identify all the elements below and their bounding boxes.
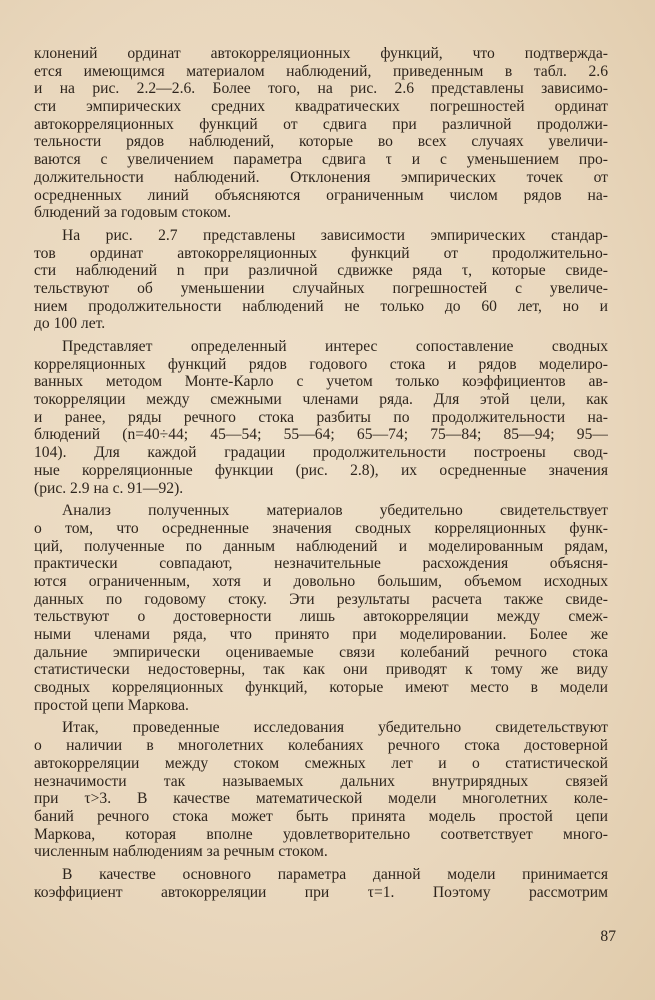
text-line: блюдений (n=40÷44; 45—54; 55—64; 65—74; 75—84; 85—94; 95— bbox=[34, 426, 608, 444]
text-line: ваются с увеличением параметра сдвига τ и с уменьшением про- bbox=[34, 151, 608, 169]
text-line: ные корреляционные функции (рис. 2.8), их осредненные значения bbox=[34, 461, 608, 479]
text-line: и на рис. 2.2—2.6. Более того, на рис. 2.6 представлены зависимо- bbox=[34, 80, 608, 98]
text-line: В качестве основного параметра данной модели принимается bbox=[62, 865, 608, 883]
text-line: клонений ординат автокорреляционных функций, что подтвержда- bbox=[34, 45, 608, 62]
text-line: до 100 лет. bbox=[34, 315, 106, 333]
text-line: баний речного стока может быть принята модель простой цепи bbox=[34, 807, 608, 825]
text-line: статистически недостоверны, так как они приводят к тому же виду bbox=[34, 661, 608, 679]
text-line: На рис. 2.7 представлены зависимости эмпирических стандар- bbox=[62, 226, 608, 244]
paragraph bbox=[34, 719, 608, 861]
text-line: данных по годовому стоку. Эти результаты расчета также свиде- bbox=[34, 590, 608, 608]
text-line: простой цепи Маркова. bbox=[34, 696, 189, 714]
text-line: о наличии в многолетних колебаниях речного стока достоверной bbox=[34, 737, 608, 755]
text-line: сти наблюдений n при различной сдвижке ряда τ, которые свиде- bbox=[34, 262, 608, 280]
text-line: Маркова, которая вполне удовлетворительно соответствует много- bbox=[34, 825, 608, 843]
text-line: ются ограниченным, хотя и довольно большим, объемом исходных bbox=[34, 572, 608, 590]
text-line: тельности рядов наблюдений, которые во всех случаях увеличи- bbox=[34, 133, 608, 151]
text-line: и ранее, ряды речного стока разбиты по продолжительности на- bbox=[34, 408, 608, 426]
text-line: Анализ полученных материалов убедительно свидетельствует bbox=[62, 502, 608, 520]
text-line: ций, полученные по данным наблюдений и моделированным рядам, bbox=[34, 537, 608, 555]
text-line: сводных корреляционных функций, которые имеют место в модели bbox=[34, 679, 608, 697]
text-line: осредненных линий объясняются ограниченным числом рядов на- bbox=[34, 186, 608, 204]
text-line: тельствуют о достоверности лишь автокорреляции между смеж- bbox=[34, 608, 608, 626]
paragraph bbox=[34, 866, 608, 901]
text-line: (рис. 2.9 на с. 91—92). bbox=[34, 479, 184, 497]
paragraph bbox=[34, 502, 608, 714]
text-line: при τ>3. В качестве математической модели многолетних коле- bbox=[34, 790, 608, 808]
text-line: сти эмпирических средних квадратических погрешностей ординат bbox=[34, 98, 608, 116]
text-line: о том, что осредненные значения сводных корреляционных функ- bbox=[34, 519, 608, 537]
text-line: автокорреляционных функций от сдвига при различной продолжи- bbox=[34, 115, 608, 133]
paragraph bbox=[34, 45, 608, 222]
paragraph bbox=[34, 227, 608, 333]
body-text bbox=[34, 45, 608, 901]
text-line: незначимости так называемых дальних внутрирядных связей bbox=[34, 772, 608, 790]
paragraph bbox=[34, 338, 608, 497]
text-line: 104). Для каждой градации продолжительности построены свод- bbox=[34, 444, 608, 462]
text-line: токорреляции между смежными членами ряда. Для этой цели, как bbox=[34, 391, 608, 409]
text-line: численным наблюдениям за речным стоком. bbox=[34, 843, 328, 861]
text-line: должительности наблюдений. Отклонения эмпирических точек от bbox=[34, 168, 608, 186]
text-line: корреляционных функций рядов годового стока и рядов моделиро- bbox=[34, 355, 608, 373]
text-line: блюдений за годовым стоком. bbox=[34, 204, 232, 222]
text-line: автокорреляции между стоком смежных лет и о статистической bbox=[34, 754, 608, 772]
text-line: ванных методом Монте-Карло с учетом только коэффициентов ав- bbox=[34, 373, 608, 391]
text-line: практически совпадают, незначительные расхождения объясня- bbox=[34, 555, 608, 573]
text-line: ется имеющимся материалом наблюдений, приведенным в табл. 2.6 bbox=[34, 62, 608, 80]
text-line: тов ординат автокорреляционных функций от продолжительно- bbox=[34, 244, 608, 262]
text-line: коэффициент автокорреляции при τ=1. Поэтому рассмотрим bbox=[34, 883, 608, 901]
text-line: дальние эмпирически оцениваемые связи колебаний речного стока bbox=[34, 643, 608, 661]
text-line: Итак, проведенные исследования убедительно свидетельствуют bbox=[62, 719, 608, 737]
text-line: тельствуют об уменьшении случайных погрешностей с увеличе- bbox=[34, 279, 608, 297]
page-number: 87 bbox=[600, 928, 616, 945]
text-line: ными членами ряда, что принято при моделировании. Более же bbox=[34, 626, 608, 643]
text-line: нием продолжительности наблюдений не только до 60 лет, но и bbox=[34, 297, 608, 315]
text-line: Представляет определенный интерес сопоставление сводных bbox=[62, 338, 608, 355]
